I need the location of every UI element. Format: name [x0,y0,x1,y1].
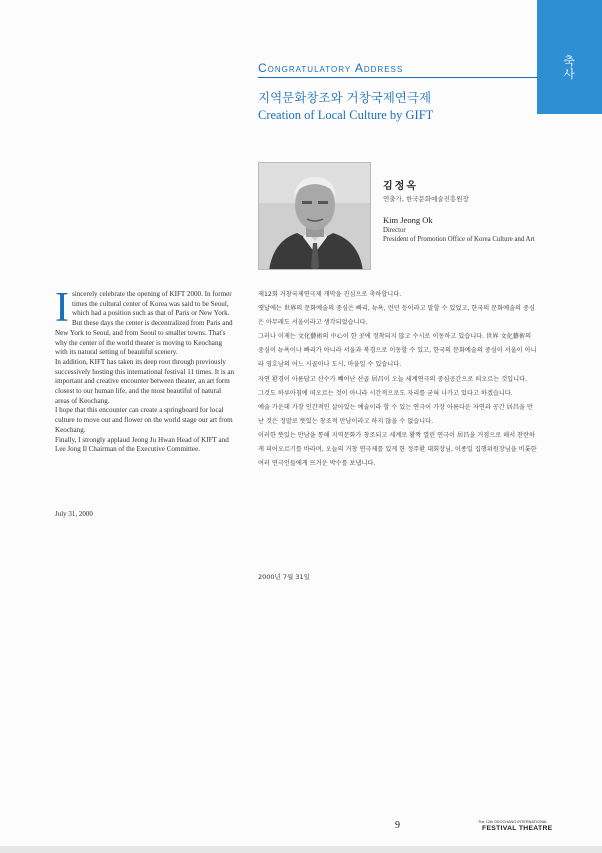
page-number: 9 [395,820,400,831]
korean-date: 2000년 7월 31일 [258,573,310,581]
korean-paragraph: 그것도 하루아침에 떠오르는 것이 아니라 시간적으로도 자리를 굳혀 나가고 있다고 하겠습니다. [258,389,513,397]
korean-paragraph: 예술 가운데 가장 인간적인 살아있는 예술이라 할 수 있는 연극이 가장 아름다운 자연과 공간 居昌을 만난 것은 정말로 뜻있는 창조적 만남이라고 하지 않을 수 없습니다. [258,403,533,425]
festival-edition-text: The 12th GEOCHANG INTERNATIONAL [478,820,548,824]
author-name-english: Kim Jeong Ok [383,215,433,225]
portrait-photo [258,162,371,270]
section-title: Congratulatory Address [258,61,404,75]
english-message [55,285,235,455]
subtitle-english: Creation of Local Culture by GIFT [258,108,434,122]
page-bottom-edge [0,846,602,853]
author-role-korean: 연출가, 한국문화예술진흥원장 [383,195,469,203]
role-line-president: President of Promotion Office of Korea Culture and Art [383,236,535,243]
english-paragraph: In addition, KIFT has taken its deep root through previously successively hosting this international festival 11 times. It is an important and creative encounter between theater, an art form closest to our human life, and the most beautiful of natural areas of Keochang. [55,357,235,405]
korean-paragraph: 자연 환경이 아름답고 산수가 빼어난 산골 居昌이 오늘 세계연극의 중심공간으로 떠오르는 것입니다. [258,375,528,383]
english-paragraph: sincerely celebrate the opening of KIFT 2000. In former times the cultural center of Korea was said to be Seoul, which had a position such as that of Paris or New York. [72,290,232,318]
korean-paragraph: 제12회 거창국제연극제 개막을 진심으로 축하합니다. [258,291,402,298]
title-divider [258,77,538,78]
korean-message [258,288,538,471]
english-paragraph: But these days the center is decentralized from Paris and New York to Seoul, and from Seoul to smaller towns. That's why the center of the world theater is moving to Keochang with its natural setting of beautiful scenery. [55,319,233,357]
role-line-director: Director [383,227,406,234]
korean-paragraph: 이러한 뜻있는 만남을 통해 지역문화가 창조되고 세계로 활짝 열린 연극이 居昌을 거점으로 해서 찬란하게 피어오르기를 바라며, 오늘의 거창 연극제를 있게 한 정주환 대회장님, 이종일 집행위원장님을 비롯한 여러 연극인들에게 뜨거운 박수를 보냅니다. [258,431,537,468]
tab-char-1: 축 [563,54,576,68]
portrait-image [259,163,371,270]
english-paragraph: Finally, I strongly applaud Jeong Ju Hwan Head of KIFT and Lee Jong Il Chairman of the Executive Committee. [55,435,229,454]
festival-name: FESTIVAL THEATRE [482,825,553,832]
tab-char-2: 사 [563,67,576,81]
korean-paragraph: 옛날에는 世界의 문화예술의 중심은 빠리, 뉴욕, 런던 등이라고 말할 수 있었고, 한국의 문화예술의 중심은 아무래도 서울이라고 생각되었습니다. [258,305,535,327]
author-name-korean: 김정옥 [383,181,418,192]
author-role-english [383,226,543,244]
english-date: July 31, 2000 [55,510,93,518]
english-paragraph: I hope that this encounter can create a springboard for local culture to move out and flower on the world stage our art from Keochang. [55,406,233,434]
section-tab-label [537,55,602,81]
drop-cap: I [55,285,69,331]
subtitle-korean: 지역문화창조와 거창국제연극제 [258,90,432,105]
section-tab [537,0,602,114]
korean-paragraph: 그러나 이제는 文化藝術의 中心이 한 곳에 정착되지 않고 수시로 이동하고 있습니다. 世界 文化藝術의 중심이 뉴욕이나 빠리가 아니라 서울과 북경으로 이동할 수 있고, 한국의 문화예술의 중심이 서울이 아니라 영호남의 어느 시골이나 도시, 마을일 수 있습니다. [258,333,537,369]
